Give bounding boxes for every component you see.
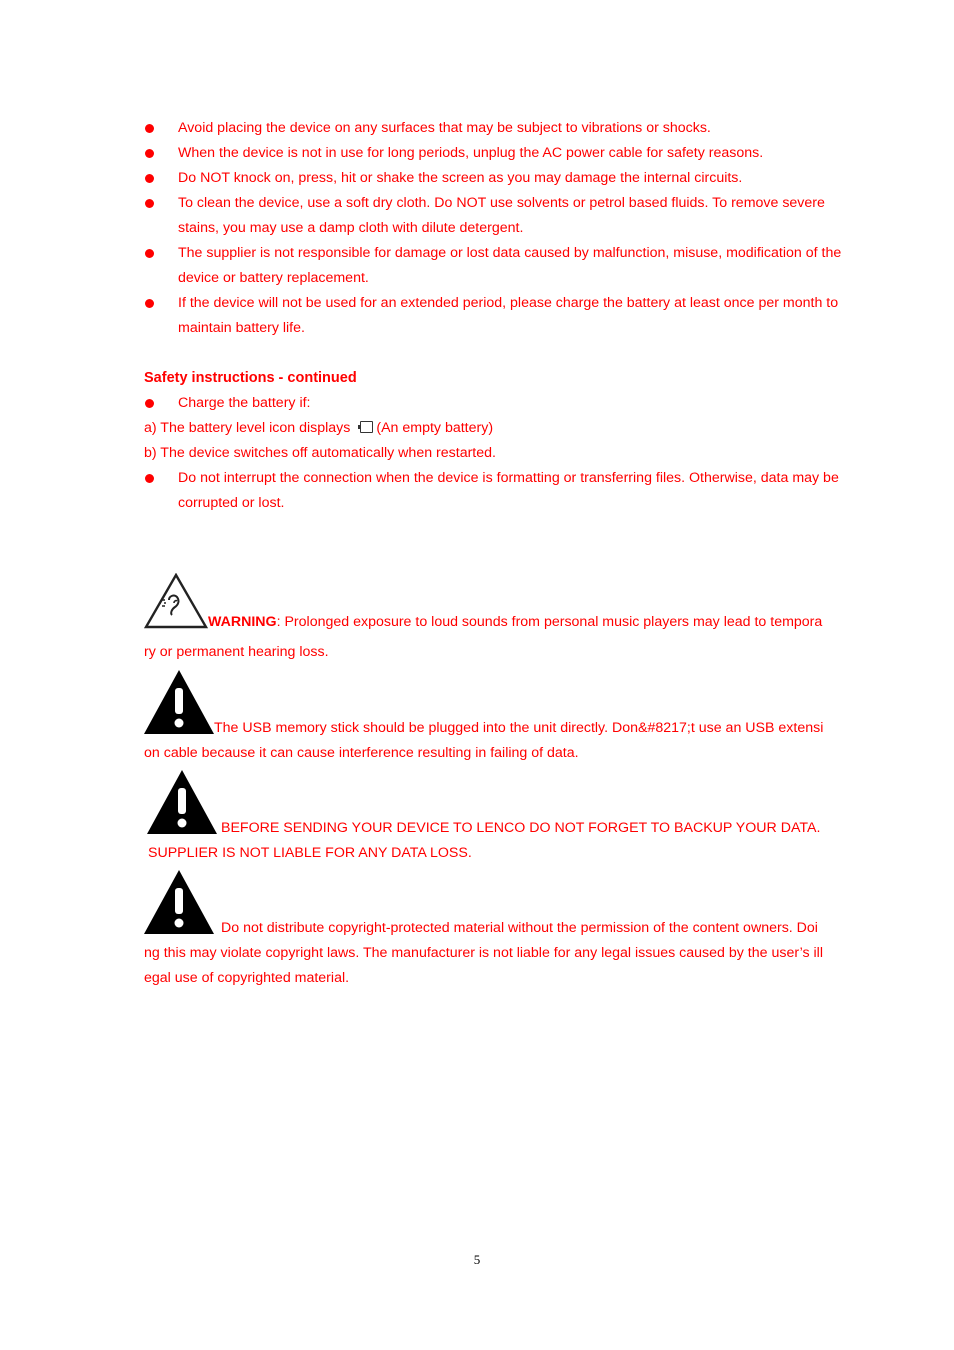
bullet-dot-icon bbox=[145, 199, 154, 208]
backup-warning-line1: BEFORE SENDING YOUR DEVICE TO LENCO DO NOT FORGET TO BACKUP YOUR DATA. bbox=[221, 820, 821, 836]
warning-text-line2: ry or permanent hearing loss. bbox=[144, 644, 329, 660]
warning-triangle-icon bbox=[144, 870, 214, 934]
bullet-dot-icon bbox=[145, 174, 154, 183]
bullet-dot-icon bbox=[145, 124, 154, 133]
page-number: 5 bbox=[473, 1252, 481, 1267]
warning-label: WARNING bbox=[208, 614, 277, 630]
item-a-suffix: (An empty battery) bbox=[376, 420, 494, 436]
usb-warning-line2: on cable because it can cause interference resulting in failing of data. bbox=[144, 745, 579, 761]
list-item bbox=[144, 391, 844, 416]
battery-empty-icon bbox=[360, 421, 373, 433]
bullet-text: The supplier is not responsible for damage or lost data caused by malfunction, misuse, modification of the device or battery replacement. bbox=[178, 245, 842, 286]
copyright-warning bbox=[144, 870, 844, 990]
bullet-dot-icon bbox=[145, 249, 154, 258]
bullet-dot-icon bbox=[145, 299, 154, 308]
bullet-text: If the device will not be used for an extended period, please charge the battery at least once per month to maintain battery life. bbox=[178, 295, 839, 336]
bullet-text: When the device is not in use for long periods, unplug the AC power cable for safety reasons. bbox=[178, 145, 764, 161]
hearing-warning-icon bbox=[144, 573, 208, 629]
list-item bbox=[144, 141, 844, 166]
bullet-text: Charge the battery if: bbox=[178, 395, 311, 411]
warning-triangle-icon bbox=[147, 770, 217, 834]
section-heading: Safety instructions - continued bbox=[144, 370, 357, 386]
warning-triangle-icon bbox=[144, 670, 214, 734]
list-item bbox=[144, 291, 844, 341]
bullet-text: Do not interrupt the connection when the device is formatting or transferring files. Otherwise, data may be corrupted or lost. bbox=[178, 470, 839, 511]
bullet-text: Do NOT knock on, press, hit or shake the screen as you may damage the internal circuits. bbox=[178, 170, 743, 186]
usb-warning bbox=[144, 670, 844, 765]
list-item bbox=[144, 116, 844, 141]
bullet-dot-icon bbox=[145, 399, 154, 408]
backup-warning-line2: SUPPLIER IS NOT LIABLE FOR ANY DATA LOSS. bbox=[148, 845, 472, 861]
list-item bbox=[144, 441, 844, 466]
list-item bbox=[144, 416, 844, 441]
bullet-text: To clean the device, use a soft dry cloth. Do NOT use solvents or petrol based fluids. To remove severe stains, you may use a damp cloth with dilute detergent. bbox=[178, 195, 825, 236]
bullet-text: Avoid placing the device on any surfaces that may be subject to vibrations or shocks. bbox=[178, 120, 711, 136]
usb-warning-line1: The USB memory stick should be plugged into the unit directly. Don&#8217;t use an USB extensi bbox=[214, 720, 824, 736]
item-a-text: a) The battery level icon displays bbox=[144, 420, 351, 436]
list-item bbox=[144, 466, 844, 516]
warning-text-line1: : Prolonged exposure to loud sounds from personal music players may lead to tempora bbox=[276, 614, 823, 630]
copyright-warning-line1: Do not distribute copyright-protected material without the permission of the content owners. Doi bbox=[221, 920, 818, 936]
backup-warning bbox=[144, 770, 844, 865]
charge-list bbox=[144, 391, 844, 516]
bullet-dot-icon bbox=[145, 474, 154, 483]
copyright-warning-line2: ng this may violate copyright laws. The manufacturer is not liable for any legal issues caused by the user’s ill bbox=[144, 945, 823, 961]
list-item bbox=[144, 241, 844, 291]
bullet-dot-icon bbox=[145, 149, 154, 158]
list-item bbox=[144, 166, 844, 191]
safety-bullet-list bbox=[144, 116, 844, 341]
list-item bbox=[144, 191, 844, 241]
item-b-text: b) The device switches off automatically when restarted. bbox=[144, 445, 496, 461]
hearing-warning bbox=[144, 573, 844, 668]
copyright-warning-line3: egal use of copyrighted material. bbox=[144, 970, 350, 986]
